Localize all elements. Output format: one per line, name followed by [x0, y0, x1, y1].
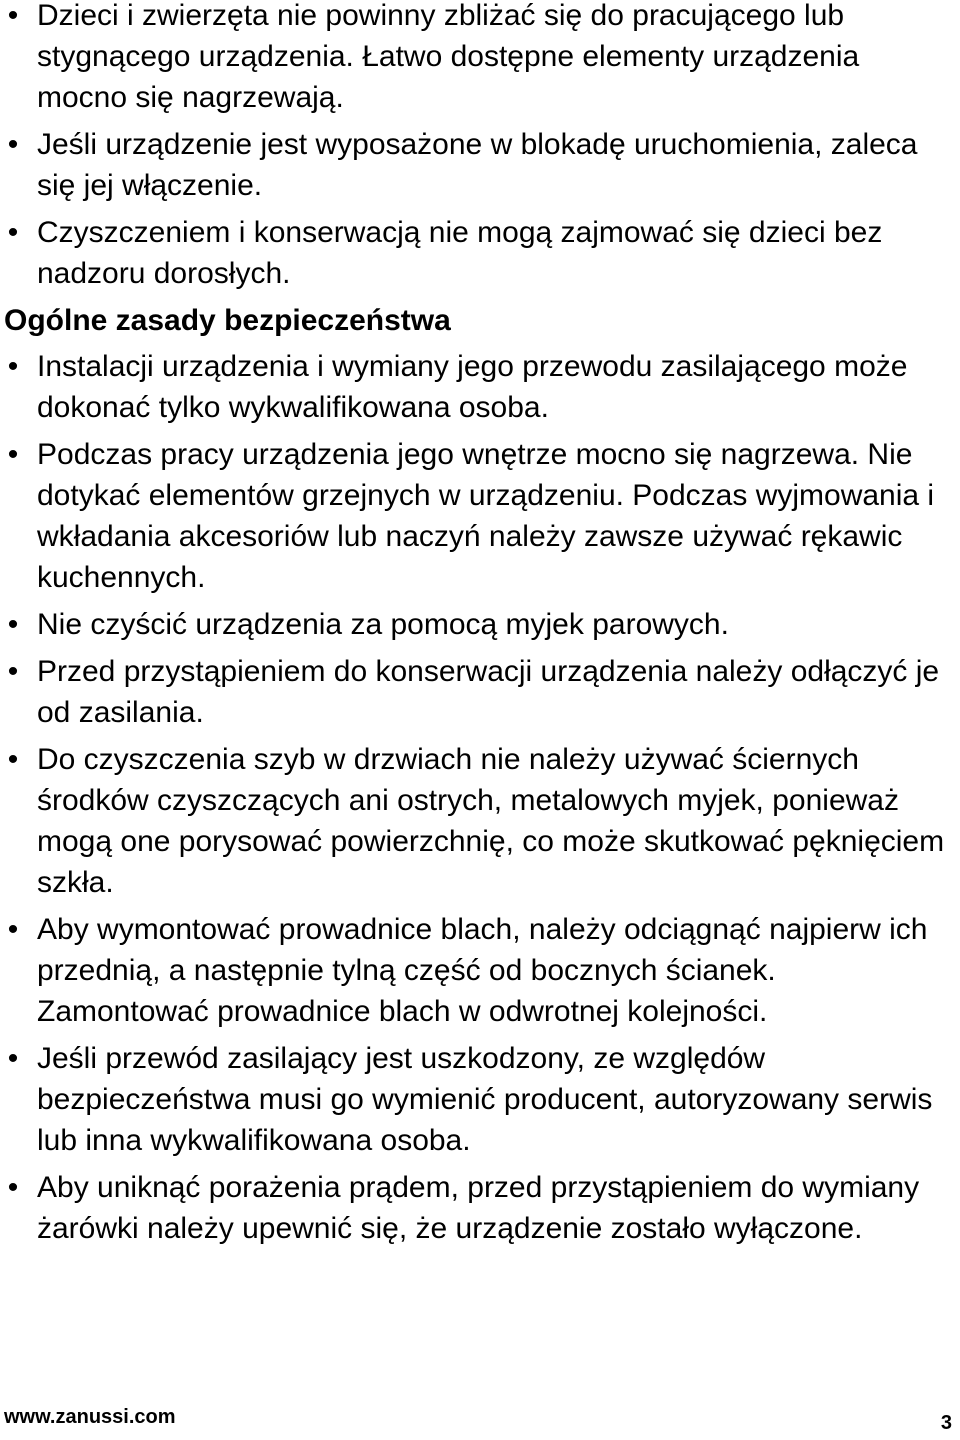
bullet-icon: • [7, 0, 19, 32]
bullet-icon: • [7, 743, 19, 776]
bullet-icon: • [7, 655, 19, 688]
list-item [0, 124, 960, 206]
bullet-icon: • [7, 350, 19, 383]
list-item [0, 604, 960, 645]
list-item [0, 1167, 960, 1249]
bullet-icon: • [7, 1042, 19, 1075]
list-item-text: Dzieci i zwierzęta nie powinny zbliżać się do pracującego lub stygnącego urządzenia. Łatwo dostępne elementy urządzenia mocno się nagrzewają. [37, 0, 860, 114]
list-item-text: Instalacji urządzenia i wymiany jego przewodu zasilającego może dokonać tylko wykwalifikowana osoba. [37, 350, 908, 424]
intro-bullet-list [0, 0, 960, 294]
list-item [0, 1038, 960, 1161]
page-number: 3 [940, 1412, 952, 1434]
list-item [0, 434, 960, 598]
list-item [0, 739, 960, 903]
list-item-text: Czyszczeniem i konserwacją nie mogą zajmować się dzieci bez nadzoru dorosłych. [37, 216, 883, 290]
list-item [0, 0, 960, 118]
list-item-text: Aby uniknąć porażenia prądem, przed przystąpieniem do wymiany żarówki należy upewnić się, że urządzenie zostało wyłączone. [37, 1171, 920, 1245]
list-item-text: Aby wymontować prowadnice blach, należy odciągnąć najpierw ich przednią, a następnie tylną część od bocznych ścianek. Zamontować prowadnice blach w odwrotnej kolejności. [37, 913, 928, 1028]
bullet-icon: • [7, 1171, 19, 1204]
list-item-text: Jeśli przewód zasilający jest uszkodzony, ze względów bezpieczeństwa musi go wymienić producent, autoryzowany serwis lub inna wykwalifikowana osoba. [37, 1042, 933, 1157]
bullet-icon: • [7, 608, 19, 641]
list-item-text: Do czyszczenia szyb w drzwiach nie należy używać ściernych środków czyszczących ani ostrych, metalowych myjek, ponieważ mogą one porysować powierzchnię, co może skutkować pęknięciem szkła. [37, 743, 945, 899]
list-item [0, 909, 960, 1032]
section-heading: Ogólne zasady bezpieczeństwa [4, 304, 451, 337]
list-item-text: Jeśli urządzenie jest wyposażone w blokadę uruchomienia, zaleca się jej włączenie. [37, 128, 918, 202]
list-item-text: Podczas pracy urządzenia jego wnętrze mocno się nagrzewa. Nie dotykać elementów grzejnych w urządzeniu. Podczas wyjmowania i wkładania akcesoriów lub naczyń należy zawsze używać rękawic kuchennych. [37, 438, 935, 594]
list-item [0, 212, 960, 294]
list-item [0, 651, 960, 733]
list-item-text: Przed przystąpieniem do konserwacji urządzenia należy odłączyć je od zasilania. [37, 655, 940, 729]
general-safety-bullet-list [0, 346, 960, 1249]
bullet-icon: • [7, 128, 19, 161]
list-item-text: Nie czyścić urządzenia za pomocą myjek parowych. [37, 608, 729, 641]
bullet-icon: • [7, 216, 19, 249]
bullet-icon: • [7, 913, 19, 946]
bullet-icon: • [7, 438, 19, 471]
footer-website-link[interactable]: www.zanussi.com [4, 1406, 176, 1428]
list-item [0, 346, 960, 428]
